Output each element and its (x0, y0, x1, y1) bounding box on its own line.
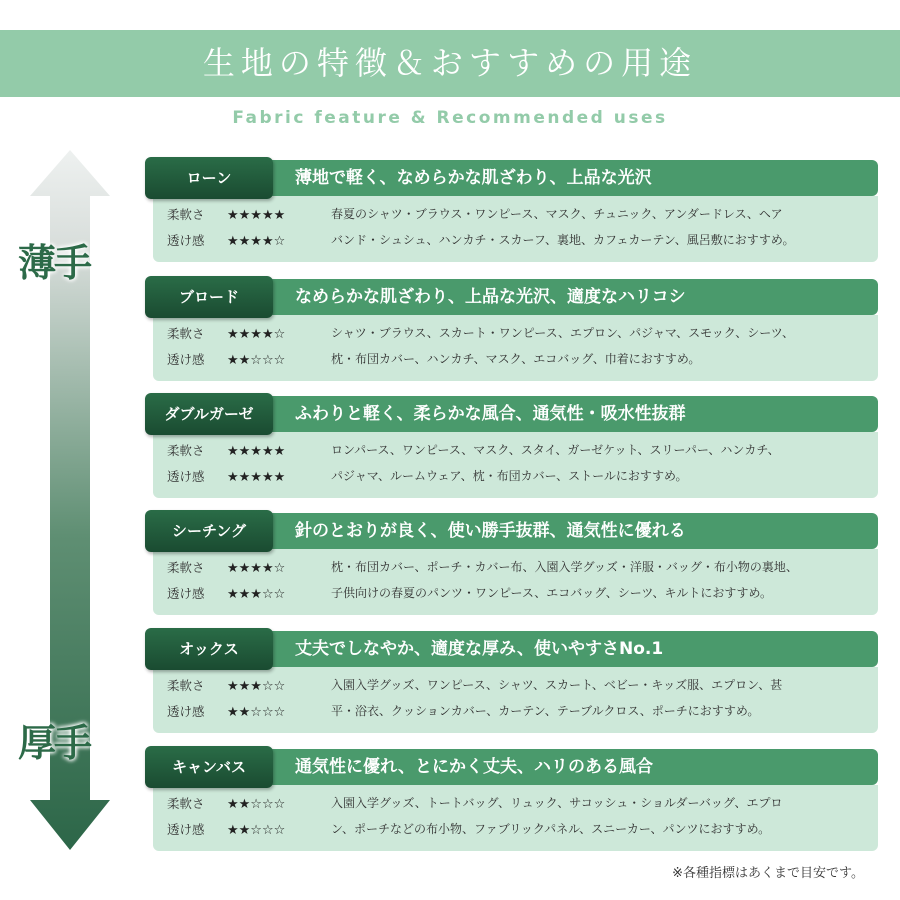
softness-rating: ★★★★★ (227, 208, 286, 223)
softness-label: 柔軟さ (167, 796, 205, 811)
softness-label: 柔軟さ (167, 678, 205, 693)
uses-line: 平・浴衣、クッションカバー、カーテン、テーブルクロス、ポーチにおすすめ。 (331, 704, 760, 718)
fabric-name: ダブルガーゼ (145, 393, 273, 435)
uses-line: 子供向けの春夏のパンツ・ワンピース、エコバッグ、シーツ、キルトにおすすめ。 (331, 586, 773, 600)
fabric-name: ブロード (145, 276, 273, 318)
uses-line: ン、ポーチなどの布小物、ファブリックパネル、スニーカー、パンツにおすすめ。 (331, 822, 771, 836)
disclaimer-note: ※各種指標はあくまで目安です。 (672, 866, 864, 881)
transparency-rating: ★★★★★ (227, 470, 286, 485)
thin-label: 薄手 (18, 241, 91, 285)
softness-rating: ★★★☆☆ (227, 679, 286, 694)
fabric-card (145, 746, 878, 852)
fabric-details (153, 667, 878, 733)
fabric-name: ローン (145, 157, 273, 199)
fabric-card (145, 157, 878, 263)
fabric-name: キャンバス (145, 746, 273, 788)
fabric-details (153, 315, 878, 381)
fabric-details (153, 196, 878, 262)
fabric-card (145, 510, 878, 616)
transparency-label: 透け感 (167, 586, 205, 601)
fabric-card (145, 393, 878, 499)
transparency-rating: ★★☆☆☆ (227, 823, 286, 838)
fabric-card (145, 276, 878, 382)
softness-rating: ★★★★☆ (227, 561, 286, 576)
fabric-details (153, 432, 878, 498)
uses-line: 春夏のシャツ・ブラウス・ワンピース、マスク、チュニック、アンダードレス、ヘア (331, 207, 783, 221)
uses-line: ロンパース、ワンピース、マスク、スタイ、ガーゼケット、スリーパー、ハンカチ、 (331, 443, 780, 457)
transparency-label: 透け感 (167, 352, 205, 367)
fabric-name: オックス (145, 628, 273, 670)
uses-line: 入園入学グッズ、トートバッグ、リュック、サコッシュ・ショルダーバッグ、エプロ (331, 796, 783, 810)
softness-label: 柔軟さ (167, 443, 205, 458)
fabric-feature: 針のとおりが良く、使い勝手抜群、通気性に優れる (265, 513, 878, 549)
transparency-rating: ★★☆☆☆ (227, 353, 286, 368)
transparency-label: 透け感 (167, 704, 205, 719)
uses-line: 枕・布団カバー、ポーチ・カバー布、入園入学グッズ・洋服・バッグ・布小物の裏地、 (331, 560, 798, 574)
fabric-card (145, 628, 878, 734)
page-subtitle: Fabric feature & Recommended uses (232, 108, 668, 128)
softness-rating: ★★★★★ (227, 444, 286, 459)
page-title: 生地の特徴＆おすすめの用途 (0, 30, 900, 97)
transparency-rating: ★★★☆☆ (227, 587, 286, 602)
softness-label: 柔軟さ (167, 207, 205, 222)
transparency-label: 透け感 (167, 822, 205, 837)
fabric-details (153, 785, 878, 851)
thick-label: 厚手 (18, 721, 91, 765)
fabric-feature: なめらかな肌ざわり、上品な光沢、適度なハリコシ (265, 279, 878, 315)
fabric-feature: 通気性に優れ、とにかく丈夫、ハリのある風合 (265, 749, 878, 785)
softness-label: 柔軟さ (167, 326, 205, 341)
fabric-name: シーチング (145, 510, 273, 552)
fabric-details (153, 549, 878, 615)
transparency-label: 透け感 (167, 469, 205, 484)
uses-line: バンド・シュシュ、ハンカチ・スカーフ、裏地、カフェカーテン、風呂敷におすすめ。 (331, 233, 795, 247)
uses-line: 入園入学グッズ、ワンピース、シャツ、スカート、ベビー・キッズ服、エプロン、甚 (331, 678, 783, 692)
softness-rating: ★★☆☆☆ (227, 797, 286, 812)
fabric-feature: 薄地で軽く、なめらかな肌ざわり、上品な光沢 (265, 160, 878, 196)
transparency-rating: ★★☆☆☆ (227, 705, 286, 720)
fabric-feature: ふわりと軽く、柔らかな風合、通気性・吸水性抜群 (265, 396, 878, 432)
softness-rating: ★★★★☆ (227, 327, 286, 342)
uses-line: シャツ・ブラウス、スカート・ワンピース、エプロン、パジャマ、スモック、シーツ、 (331, 326, 794, 340)
transparency-rating: ★★★★☆ (227, 234, 286, 249)
softness-label: 柔軟さ (167, 560, 205, 575)
uses-line: パジャマ、ルームウェア、枕・布団カバー、ストールにおすすめ。 (331, 469, 688, 483)
transparency-label: 透け感 (167, 233, 205, 248)
fabric-feature: 丈夫でしなやか、適度な厚み、使いやすさNo.1 (265, 631, 878, 667)
uses-line: 枕・布団カバー、ハンカチ、マスク、エコバッグ、巾着におすすめ。 (331, 352, 701, 366)
